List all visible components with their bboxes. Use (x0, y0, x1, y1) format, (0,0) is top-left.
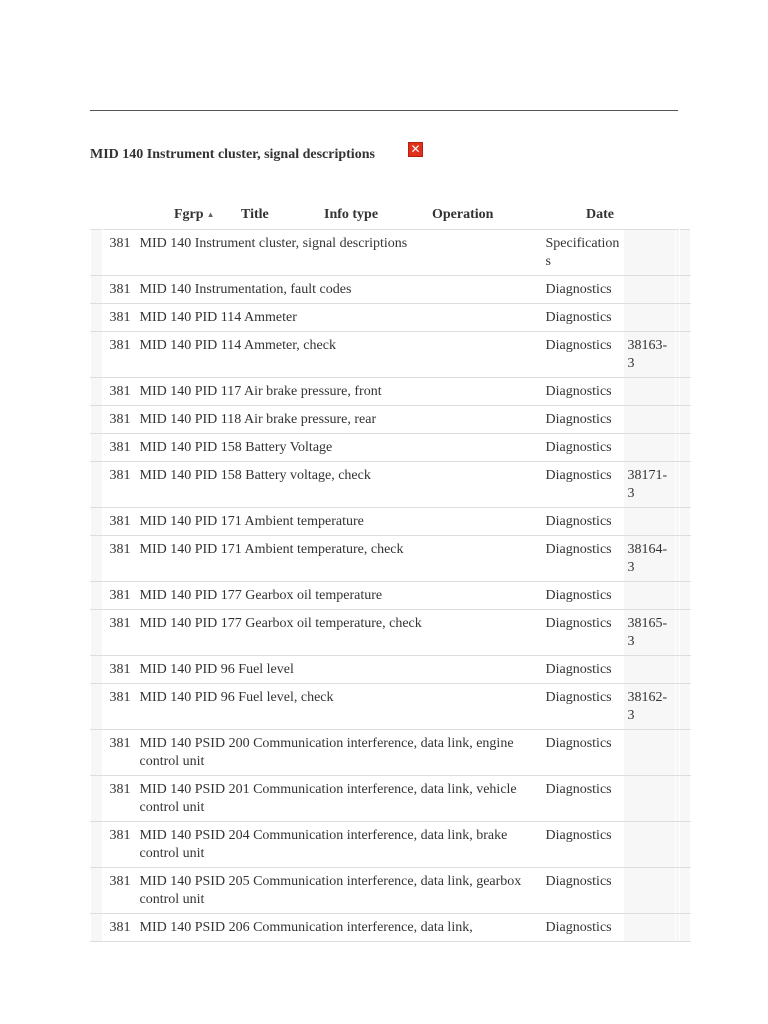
column-header-operation[interactable]: Operation (428, 207, 584, 230)
row-spacer (91, 730, 103, 776)
cell-info-type: Diagnostics (542, 332, 624, 378)
table-row[interactable] (91, 276, 691, 304)
row-spacer (91, 332, 103, 378)
cell-info-type: Diagnostics (542, 536, 624, 582)
table-row[interactable] (91, 230, 691, 276)
row-spacer (91, 582, 103, 610)
row-spacer (680, 304, 691, 332)
cell-fgrp: 381 (103, 684, 136, 730)
cell-info-type: Diagnostics (542, 304, 624, 332)
table-row[interactable] (91, 822, 691, 868)
cell-fgrp: 381 (103, 378, 136, 406)
row-spacer (680, 610, 691, 656)
cell-fgrp: 381 (103, 610, 136, 656)
cell-operation (624, 822, 676, 868)
page-title: MID 140 Instrument cluster, signal descriptions (90, 147, 375, 162)
cell-operation: 38163-3 (624, 332, 676, 378)
row-spacer (91, 536, 103, 582)
row-spacer (680, 776, 691, 822)
row-spacer (680, 656, 691, 684)
table-row[interactable] (91, 656, 691, 684)
table-row[interactable] (91, 304, 691, 332)
top-divider (90, 110, 678, 111)
table-row[interactable] (91, 434, 691, 462)
row-spacer (680, 276, 691, 304)
cell-operation (624, 914, 676, 942)
column-header-date[interactable]: Date (584, 207, 666, 230)
cell-fgrp: 381 (103, 776, 136, 822)
table-row[interactable] (91, 610, 691, 656)
row-spacer (680, 822, 691, 868)
cell-operation (624, 868, 676, 914)
cell-fgrp: 381 (103, 276, 136, 304)
cell-operation (624, 582, 676, 610)
table-row[interactable] (91, 730, 691, 776)
cell-title[interactable]: MID 140 PSID 204 Communication interference, data link, brake control unit (136, 822, 542, 868)
cell-title[interactable]: MID 140 PID 118 Air brake pressure, rear (136, 406, 542, 434)
cell-operation: 38165-3 (624, 610, 676, 656)
cell-fgrp: 381 (103, 462, 136, 508)
row-spacer (680, 684, 691, 730)
cell-fgrp: 381 (103, 434, 136, 462)
row-spacer (91, 434, 103, 462)
row-spacer (680, 434, 691, 462)
cell-info-type: Diagnostics (542, 508, 624, 536)
table-row[interactable] (91, 776, 691, 822)
row-spacer (91, 610, 103, 656)
column-header-title[interactable]: Title (238, 207, 321, 230)
cell-info-type: Diagnostics (542, 914, 624, 942)
row-spacer (680, 378, 691, 406)
row-spacer (91, 656, 103, 684)
cell-operation (624, 508, 676, 536)
cell-info-type: Diagnostics (542, 776, 624, 822)
cell-info-type: Diagnostics (542, 406, 624, 434)
table-row[interactable] (91, 582, 691, 610)
row-spacer (91, 462, 103, 508)
cell-info-type: Diagnostics (542, 610, 624, 656)
row-spacer (91, 822, 103, 868)
results-table (90, 229, 691, 942)
sort-ascending-icon: ▲ (206, 210, 215, 220)
cell-info-type: Specifications (542, 230, 624, 276)
header-spacer (90, 207, 166, 229)
cell-operation: 38171-3 (624, 462, 676, 508)
cell-fgrp: 381 (103, 230, 136, 276)
cell-operation (624, 730, 676, 776)
cell-fgrp: 381 (103, 332, 136, 378)
cell-operation (624, 406, 676, 434)
row-spacer (680, 508, 691, 536)
cell-title[interactable]: MID 140 PID 177 Gearbox oil temperature, check (136, 610, 542, 656)
row-spacer (680, 582, 691, 610)
cell-info-type: Diagnostics (542, 656, 624, 684)
table-row[interactable] (91, 536, 691, 582)
cell-operation: 38164-3 (624, 536, 676, 582)
cell-info-type: Diagnostics (542, 582, 624, 610)
cell-title[interactable]: MID 140 PSID 206 Communication interference, data link, (136, 914, 542, 942)
cell-info-type: Diagnostics (542, 462, 624, 508)
cell-fgrp: 381 (103, 508, 136, 536)
row-spacer (91, 776, 103, 822)
column-header-fgrp-label: Fgrp (174, 207, 204, 222)
cell-operation (624, 378, 676, 406)
cell-title[interactable]: MID 140 PID 171 Ambient temperature, check (136, 536, 542, 582)
cell-title[interactable]: MID 140 PID 96 Fuel level (136, 656, 542, 684)
cell-fgrp: 381 (103, 304, 136, 332)
row-spacer (91, 914, 103, 942)
cell-fgrp: 381 (103, 656, 136, 684)
cell-info-type: Diagnostics (542, 822, 624, 868)
row-spacer (91, 378, 103, 406)
cell-operation (624, 304, 676, 332)
cell-operation (624, 776, 676, 822)
table-row[interactable] (91, 684, 691, 730)
cell-info-type: Diagnostics (542, 684, 624, 730)
cell-fgrp: 381 (103, 730, 136, 776)
table-row[interactable] (91, 914, 691, 942)
cell-title[interactable]: MID 140 PSID 205 Communication interference, data link, gearbox control unit (136, 868, 542, 914)
results-body (91, 230, 691, 942)
row-spacer (91, 508, 103, 536)
column-header-info-type[interactable]: Info type (322, 207, 426, 230)
cell-title[interactable]: MID 140 Instrument cluster, signal descriptions (136, 230, 542, 276)
cell-title[interactable]: MID 140 PID 158 Battery voltage, check (136, 462, 542, 508)
cell-operation (624, 434, 676, 462)
cell-info-type: Diagnostics (542, 868, 624, 914)
cell-fgrp: 381 (103, 536, 136, 582)
cell-info-type: Diagnostics (542, 276, 624, 304)
cell-fgrp: 381 (103, 406, 136, 434)
cell-title[interactable]: MID 140 PID 117 Air brake pressure, front (136, 378, 542, 406)
cell-title[interactable]: MID 140 PID 114 Ammeter, check (136, 332, 542, 378)
row-spacer (91, 684, 103, 730)
cell-title[interactable]: MID 140 PSID 200 Communication interference, data link, engine control unit (136, 730, 542, 776)
cell-info-type: Diagnostics (542, 378, 624, 406)
column-header-fgrp[interactable] (168, 207, 240, 230)
cell-fgrp: 381 (103, 868, 136, 914)
cell-operation: 38162-3 (624, 684, 676, 730)
table-row[interactable] (91, 508, 691, 536)
table-header (90, 207, 690, 231)
cell-title[interactable]: MID 140 PID 114 Ammeter (136, 304, 542, 332)
cell-info-type: Diagnostics (542, 434, 624, 462)
row-spacer (680, 914, 691, 942)
cell-operation (624, 276, 676, 304)
cell-fgrp: 381 (103, 914, 136, 942)
cell-operation (624, 230, 676, 276)
row-spacer (91, 276, 103, 304)
table-row[interactable] (91, 462, 691, 508)
cell-title[interactable]: MID 140 PID 158 Battery Voltage (136, 434, 542, 462)
row-spacer (91, 230, 103, 276)
cell-operation (624, 656, 676, 684)
column-header-extra (668, 207, 690, 230)
close-icon[interactable]: ✕ (408, 142, 423, 157)
cell-title[interactable]: MID 140 Instrumentation, fault codes (136, 276, 542, 304)
cell-fgrp: 381 (103, 582, 136, 610)
row-spacer (680, 406, 691, 434)
row-spacer (91, 868, 103, 914)
row-spacer (680, 462, 691, 508)
cell-title[interactable]: MID 140 PID 171 Ambient temperature (136, 508, 542, 536)
row-spacer (680, 332, 691, 378)
cell-fgrp: 381 (103, 822, 136, 868)
row-spacer (680, 730, 691, 776)
row-spacer (680, 230, 691, 276)
table-row[interactable] (91, 406, 691, 434)
row-spacer (680, 868, 691, 914)
table-row[interactable] (91, 332, 691, 378)
cell-title[interactable]: MID 140 PSID 201 Communication interference, data link, vehicle control unit (136, 776, 542, 822)
cell-title[interactable]: MID 140 PID 96 Fuel level, check (136, 684, 542, 730)
row-spacer (680, 536, 691, 582)
cell-info-type: Diagnostics (542, 730, 624, 776)
row-spacer (91, 304, 103, 332)
row-spacer (91, 406, 103, 434)
table-row[interactable] (91, 868, 691, 914)
table-row[interactable] (91, 378, 691, 406)
cell-title[interactable]: MID 140 PID 177 Gearbox oil temperature (136, 582, 542, 610)
